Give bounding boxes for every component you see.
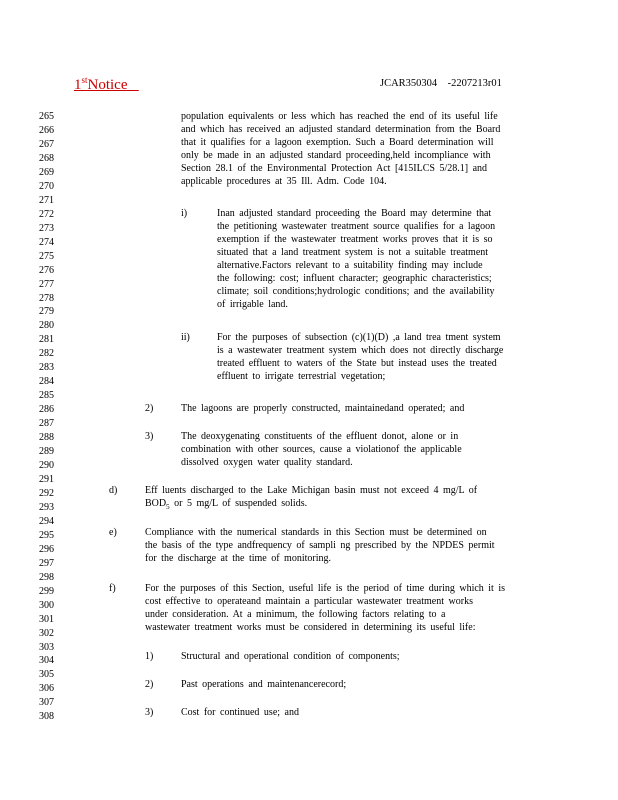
item-f-line: cost effective to operateand maintain a particular wastewater treatment works bbox=[145, 596, 473, 607]
line-number: 270 bbox=[39, 180, 54, 192]
item-3-label: 3) bbox=[145, 431, 154, 442]
line-number: 308 bbox=[39, 711, 54, 723]
line-number: 280 bbox=[39, 320, 54, 332]
line-number: 292 bbox=[39, 487, 54, 499]
line-number: 287 bbox=[39, 418, 54, 430]
line-number: 288 bbox=[39, 432, 54, 444]
item-i-line: climate; soil conditions;hydrologic conditions; and the availability bbox=[217, 286, 495, 297]
line-number: 297 bbox=[39, 557, 54, 569]
line-number: 305 bbox=[39, 669, 54, 681]
line-number: 289 bbox=[39, 446, 54, 457]
item-ii-line: effluent to irrigate terrestrial vegetation; bbox=[217, 371, 386, 382]
line-number: 277 bbox=[39, 278, 54, 290]
line-number: 293 bbox=[39, 501, 54, 513]
item-f2-label: 2) bbox=[145, 679, 154, 690]
bod-subscript: 5 bbox=[166, 503, 170, 511]
line-number: 265 bbox=[39, 111, 54, 122]
item-3-line: dissolved oxygen water quality standard. bbox=[181, 457, 353, 468]
item-ii-line: treated effluent to waters of the State but instead uses the treated bbox=[217, 358, 497, 369]
line-number: 301 bbox=[39, 613, 54, 625]
item-e-line: the basis of the type andfrequency of sampli ng prescribed by the NPDES permit bbox=[145, 540, 495, 551]
item-i-label: i) bbox=[181, 208, 188, 219]
line-number: 304 bbox=[39, 655, 54, 667]
line-number: 268 bbox=[39, 152, 54, 164]
line-number: 290 bbox=[39, 460, 54, 471]
line-number: 283 bbox=[39, 362, 54, 374]
intro-line: and which has received an adjusted standard determination from the Board bbox=[181, 124, 501, 135]
item-d-line bbox=[145, 497, 307, 514]
item-f1-label: 1) bbox=[145, 651, 154, 662]
item-d-label: d) bbox=[109, 485, 118, 496]
item-3-line: combination with other sources, cause a violationof the applicable bbox=[181, 444, 462, 455]
line-number: 275 bbox=[39, 250, 54, 262]
line-number: 307 bbox=[39, 697, 54, 709]
item-e-line: Compliance with the numerical standards in this Section must be determined on bbox=[145, 527, 487, 538]
notice-ordinal: 1 bbox=[74, 77, 82, 93]
intro-line: that it qualifies for a lagoon exemption. Such a Board determination will bbox=[181, 137, 494, 148]
line-number: 294 bbox=[39, 515, 54, 527]
line-number: 291 bbox=[39, 474, 54, 485]
notice-ordinal-suffix: st bbox=[81, 75, 88, 85]
line-number: 267 bbox=[39, 138, 54, 150]
item-ii-line: For the purposes of subsection (c)(1)(D) ,a land trea tment system bbox=[217, 332, 501, 343]
line-number: 302 bbox=[39, 627, 54, 639]
line-number: 299 bbox=[39, 585, 54, 597]
intro-line: applicable procedures at 35 Ill. Adm. Code 104. bbox=[181, 176, 387, 187]
line-number: 272 bbox=[39, 208, 54, 220]
item-f-line: wastewater treatment works must be considered in determining its useful life: bbox=[145, 622, 476, 633]
line-number: 269 bbox=[39, 166, 54, 178]
line-number: 276 bbox=[39, 264, 54, 276]
item-i-line: of irrigable land. bbox=[217, 299, 288, 310]
line-number: 285 bbox=[39, 390, 54, 402]
line-number: 266 bbox=[39, 125, 54, 136]
line-number: 298 bbox=[39, 571, 54, 583]
item-3-line: The deoxygenating constituents of the effluent donot, alone or in bbox=[181, 431, 459, 442]
item-i-line: situated that a land treatment system is not a suitable treatment bbox=[217, 247, 489, 258]
line-number: 274 bbox=[39, 236, 54, 248]
item-i-line: exemption if the wastewater treatment works proves that it is so bbox=[217, 234, 493, 245]
bod-text: BOD bbox=[145, 498, 167, 509]
line-number: 282 bbox=[39, 348, 54, 360]
item-2-line: The lagoons are properly constructed, maintainedand operated; and bbox=[181, 403, 465, 414]
intro-line: Section 28.1 of the Environmental Protection Act [415ILCS 5/28.1] and bbox=[181, 163, 488, 174]
item-i-line: the following: cost; influent character; geographic characteristics; bbox=[217, 273, 492, 284]
line-number: 284 bbox=[39, 376, 54, 388]
intro-line: population equivalents or less which has reached the end of its useful life bbox=[181, 111, 498, 122]
item-f-line: For the purposes of this Section, useful life is the period of time during which it is bbox=[145, 583, 506, 594]
item-f2-line: Past operations and maintenancerecord; bbox=[181, 679, 347, 690]
line-number: 300 bbox=[39, 599, 54, 611]
item-ii-label: ii) bbox=[181, 332, 190, 343]
document-code: JCAR350304 -2207213r01 bbox=[380, 78, 502, 89]
notice-word: Notice bbox=[87, 77, 128, 93]
item-f3-line: Cost for continued use; and bbox=[181, 707, 299, 718]
line-number: 273 bbox=[39, 222, 54, 234]
notice-heading bbox=[74, 75, 139, 94]
item-f-line: under consideration. At a minimum, the following factors relating to a bbox=[145, 609, 446, 620]
line-number: 303 bbox=[39, 641, 54, 653]
item-d-line-rest: or 5 mg/L of suspended solids. bbox=[174, 498, 308, 509]
line-number: 281 bbox=[39, 334, 54, 346]
line-number: 295 bbox=[39, 529, 54, 541]
item-i-line: Inan adjusted standard proceeding the Board may determine that bbox=[217, 208, 492, 219]
line-number: 279 bbox=[39, 306, 54, 318]
item-2-label: 2) bbox=[145, 403, 154, 414]
item-e-line: for the discharge at the time of monitoring. bbox=[145, 553, 331, 564]
item-e-label: e) bbox=[109, 527, 117, 538]
line-number: 286 bbox=[39, 404, 54, 416]
item-d-line: Eff luents discharged to the Lake Michigan basin must not exceed 4 mg/L of bbox=[145, 485, 478, 496]
intro-line: only be made in an adjusted standard proceeding,held incompliance with bbox=[181, 150, 491, 161]
item-f1-line: Structural and operational condition of components; bbox=[181, 651, 400, 662]
item-i-line: the petitioning wastewater treatment source qualifies for a lagoon bbox=[217, 221, 496, 232]
line-number: 278 bbox=[39, 292, 54, 304]
item-f3-label: 3) bbox=[145, 707, 154, 718]
line-number: 296 bbox=[39, 543, 54, 555]
line-number: 306 bbox=[39, 683, 54, 695]
item-i-line: alternative.Factors relevant to a suitability finding may include bbox=[217, 260, 483, 271]
line-number: 271 bbox=[39, 194, 54, 206]
item-ii-line: is a wastewater treatment system which does not directly discharge bbox=[217, 345, 504, 356]
item-f-label: f) bbox=[109, 583, 116, 594]
